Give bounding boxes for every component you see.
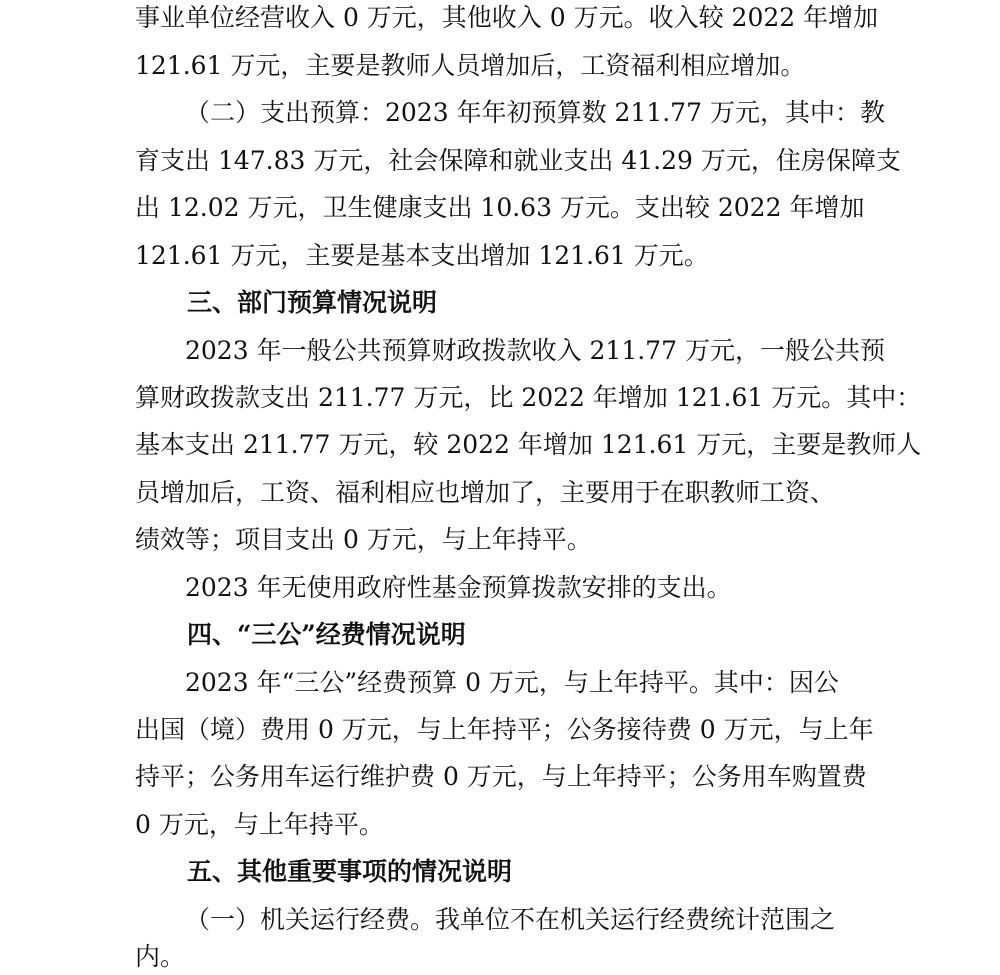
body-line: 绩效等；项目支出 0 万元，与上年持平。 [135,525,592,554]
body-line: 事业单位经营收入 0 万元，其他收入 0 万元。收入较 2022 年增加 [135,3,879,32]
section-heading-3: 三、部门预算情况说明 [187,288,438,317]
body-line: 员增加后，工资、福利相应也增加了，主要用于在职教师工资、 [135,478,836,507]
body-line: 算财政拨款支出 211.77 万元，比 2022 年增加 121.61 万元。其中： [135,383,922,412]
paragraph-subtitle-expenditure: （二）支出预算：2023 年年初预算数 211.77 万元，其中：教 [185,98,885,127]
section-heading-5: 五、其他重要事项的情况说明 [187,857,513,886]
body-line: 出国（境）费用 0 万元，与上年持平；公务接待费 0 万元，与上年 [135,715,874,744]
body-line: 0 万元，与上年持平。 [135,810,384,839]
body-line: 2023 年“三公”经费预算 0 万元，与上年持平。其中：因公 [185,668,839,697]
body-line: 出 12.02 万元，卫生健康支出 10.63 万元。支出较 2022 年增加 [135,193,865,222]
body-line: 2023 年一般公共预算财政拨款收入 211.77 万元，一般公共预 [185,336,885,365]
body-line: 121.61 万元，主要是教师人员增加后，工资福利相应增加。 [135,51,806,80]
body-line: 121.61 万元，主要是基本支出增加 121.61 万元。 [135,241,709,270]
body-line: 持平；公务用车运行维护费 0 万元，与上年持平；公务用车购置费 [135,762,867,791]
body-line: 2023 年无使用政府性基金预算拨款安排的支出。 [185,573,732,602]
body-line: 基本支出 211.77 万元，较 2022 年增加 121.61 万元，主要是教师人 [135,430,922,459]
body-line: 内。 [135,942,186,971]
section-heading-4: 四、“三公”经费情况说明 [187,620,466,649]
paragraph-subtitle-operating-cost: （一）机关运行经费。我单位不在机关运行经费统计范围之 [185,905,836,934]
body-line: 育支出 147.83 万元，社会保障和就业支出 41.29 万元，住房保障支 [135,146,901,175]
